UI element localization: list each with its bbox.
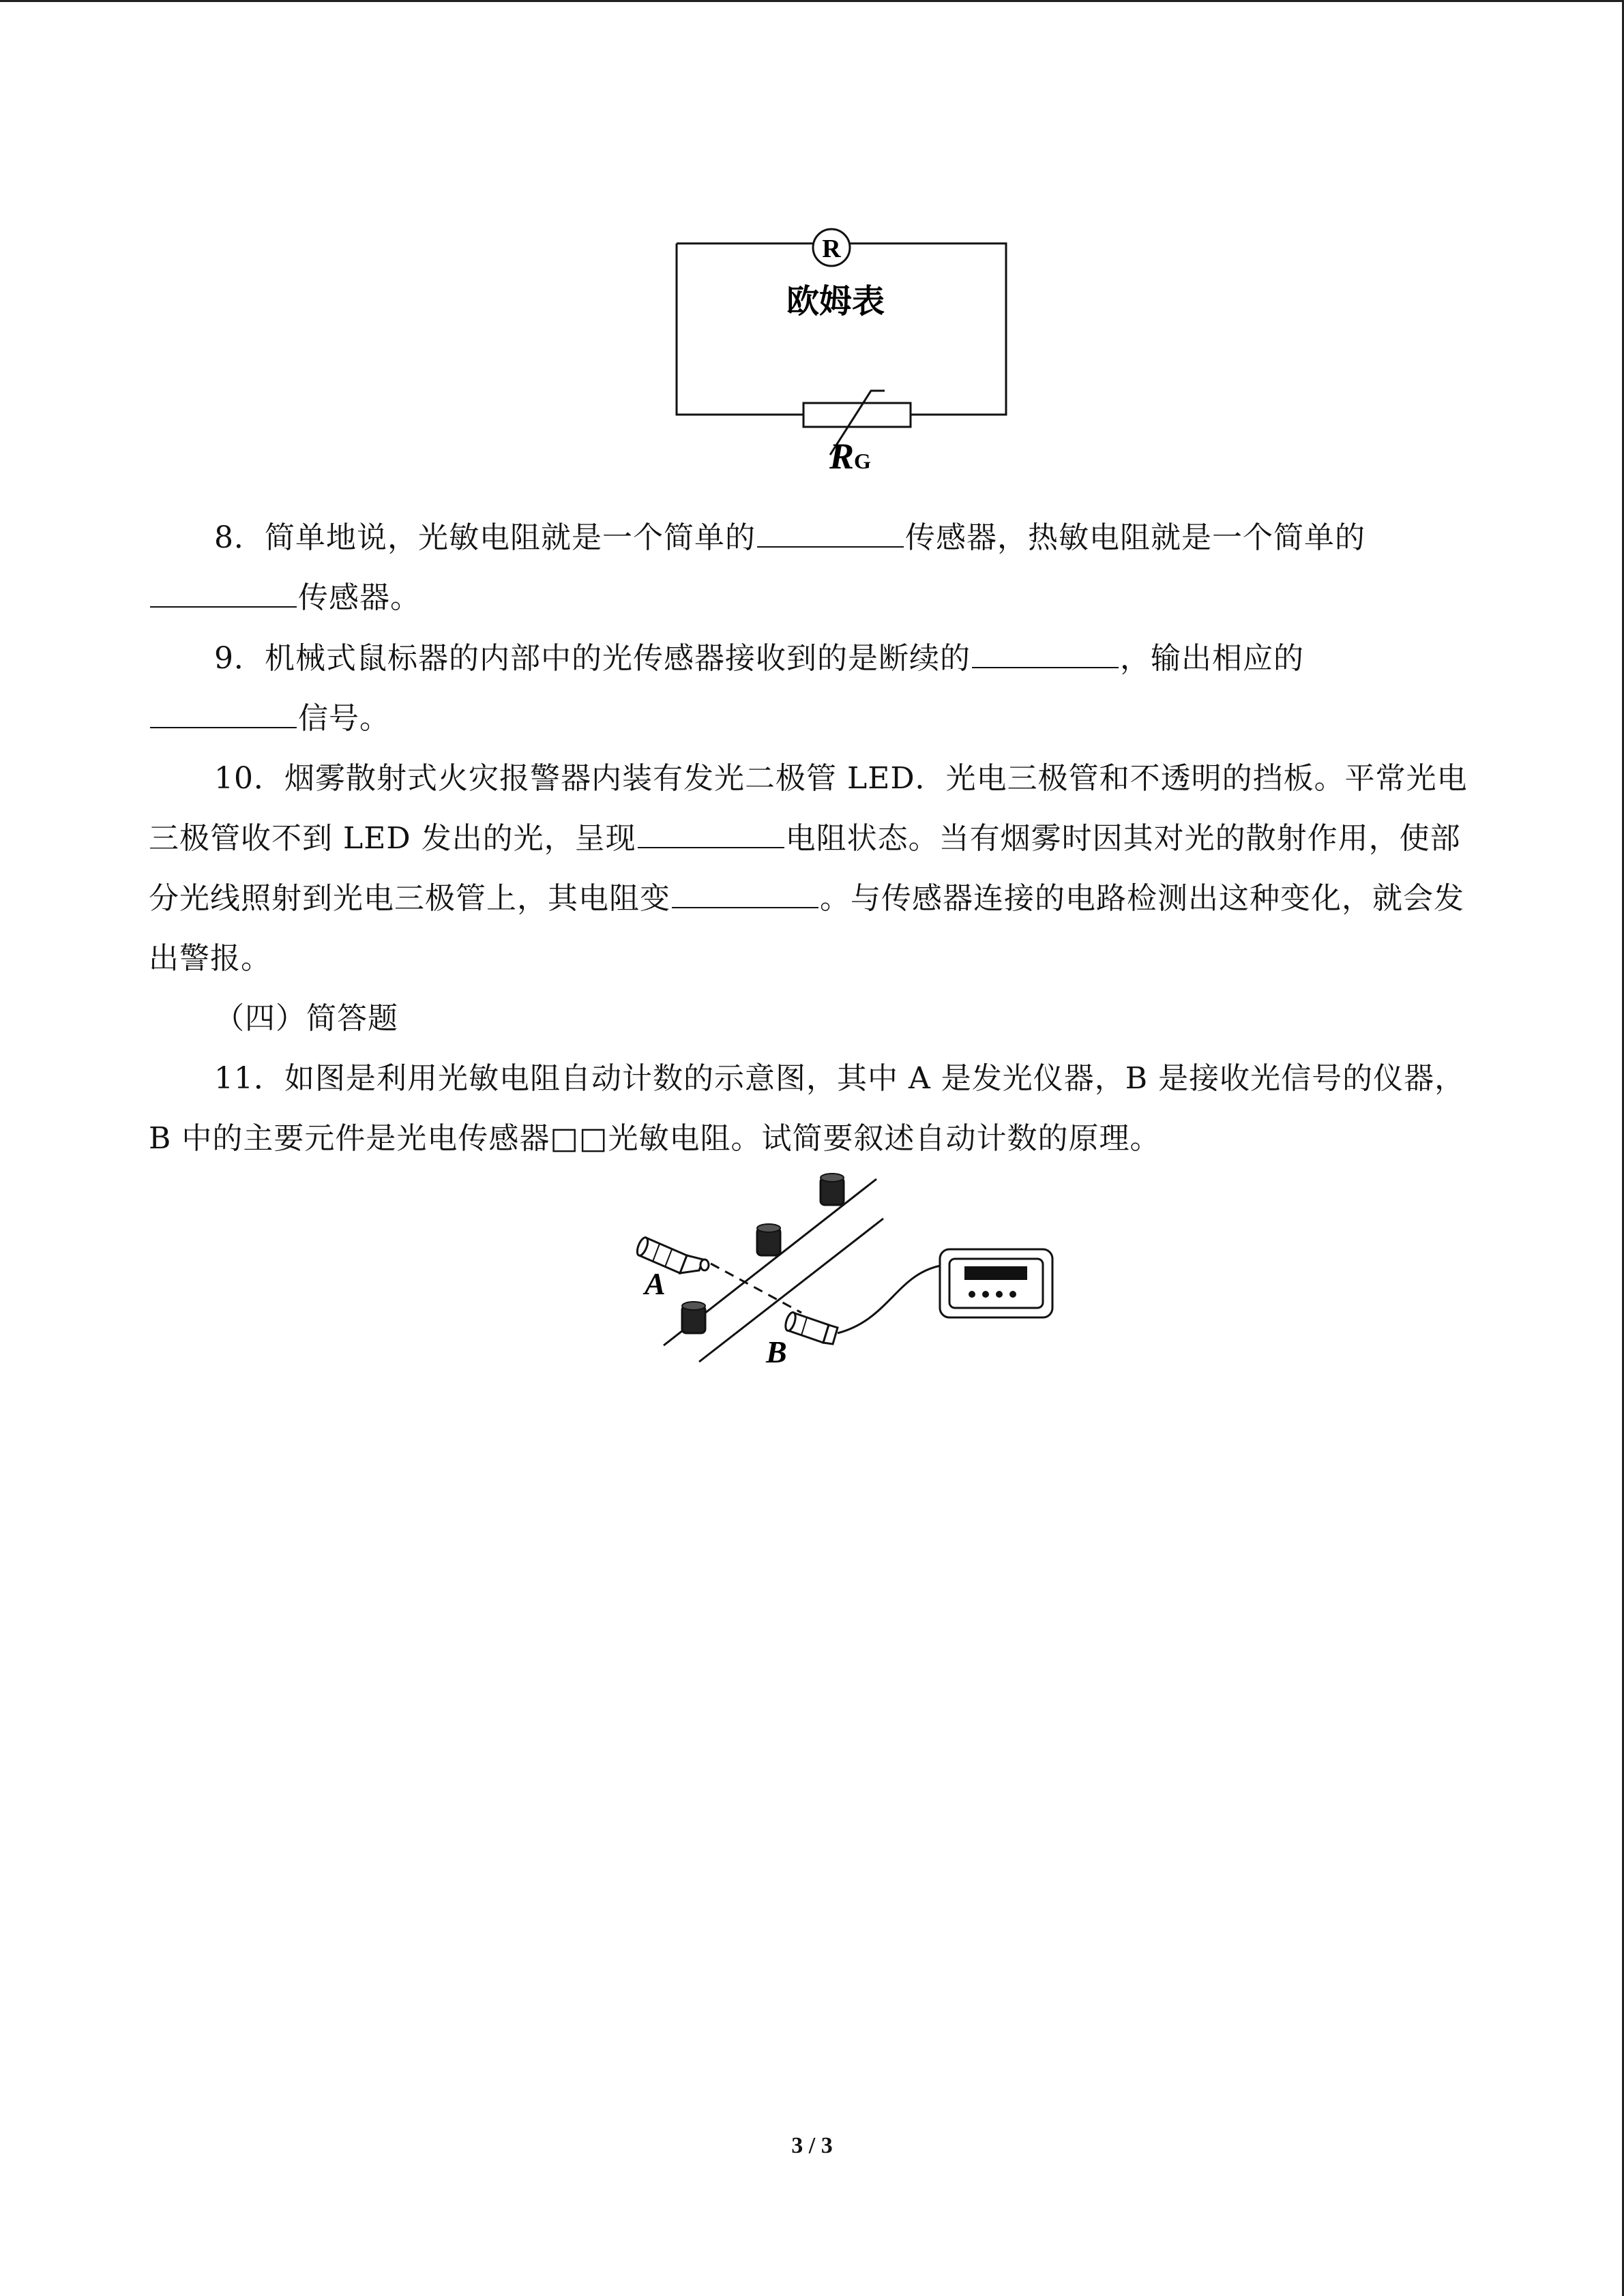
label-a: A xyxy=(645,1266,666,1301)
answer-blank[interactable] xyxy=(757,519,904,548)
conveyor-object xyxy=(757,1224,780,1255)
question-text: 电阻状态。当有烟雾时因其对光的散射作用，使部分光线照射到光电三极管上，其电阻变 xyxy=(149,821,1461,916)
label-b: B xyxy=(766,1335,787,1369)
page-border-top xyxy=(0,0,1624,2)
conveyor-object xyxy=(682,1302,705,1333)
question-text: 如图是利用光敏电阻自动计数的示意图，其中 A 是发光仪器，B 是接收光信号的仪器，B 中的主要元件是光电传感器□□光敏电阻。试简要叙述自动计数的原理。 xyxy=(149,1061,1466,1156)
meter-label: 欧姆表 xyxy=(786,282,885,320)
answer-blank[interactable] xyxy=(638,820,784,848)
conveyor-object xyxy=(821,1174,844,1205)
meter-symbol: R xyxy=(822,235,841,263)
question-number: 8． xyxy=(214,520,265,555)
question-number: 9． xyxy=(214,641,265,676)
answer-blank[interactable] xyxy=(672,880,818,908)
answer-blank[interactable] xyxy=(150,700,297,728)
ohmmeter-circuit-figure xyxy=(668,222,1023,481)
photoresistor-symbol xyxy=(803,403,911,427)
answer-blank[interactable] xyxy=(972,640,1119,668)
auto-counting-figure xyxy=(631,1169,1067,1374)
question-text: 传感器，热敏电阻就是一个简单的 xyxy=(905,520,1365,555)
resistor-label: RG xyxy=(829,436,871,477)
receiver-b xyxy=(784,1311,838,1344)
question-text: 机械式鼠标器的内部中的光传感器接收到的是断续的 xyxy=(265,641,971,676)
question-text: 烟雾散射式火灾报警器内装有发光二极管 LED．光电三极管和不透明的挡板。平常光电三极管收不到 LED 发出的光，呈现 xyxy=(149,761,1468,856)
question-text: 简单地说，光敏电阻就是一个简单的 xyxy=(265,520,756,555)
page-number: 3 / 3 xyxy=(791,2133,833,2158)
answer-blank[interactable] xyxy=(150,579,297,608)
question-number: 11． xyxy=(214,1061,284,1096)
question-text: ，输出相应的 xyxy=(1120,641,1304,676)
question-text: 传感器。 xyxy=(298,580,421,615)
question-text: 。与传感器连接的电路检测出这种变化，就会发出警报。 xyxy=(149,881,1464,976)
question-11 xyxy=(149,1049,1479,1169)
section-title: （四）简答题 xyxy=(214,1001,398,1036)
question-8 xyxy=(149,508,1479,628)
question-10 xyxy=(149,749,1479,989)
question-9 xyxy=(149,629,1479,749)
question-text: 信号。 xyxy=(298,701,390,736)
question-number: 10． xyxy=(214,761,284,796)
counter-device xyxy=(940,1249,1052,1317)
counter-display-screen xyxy=(964,1266,1027,1280)
